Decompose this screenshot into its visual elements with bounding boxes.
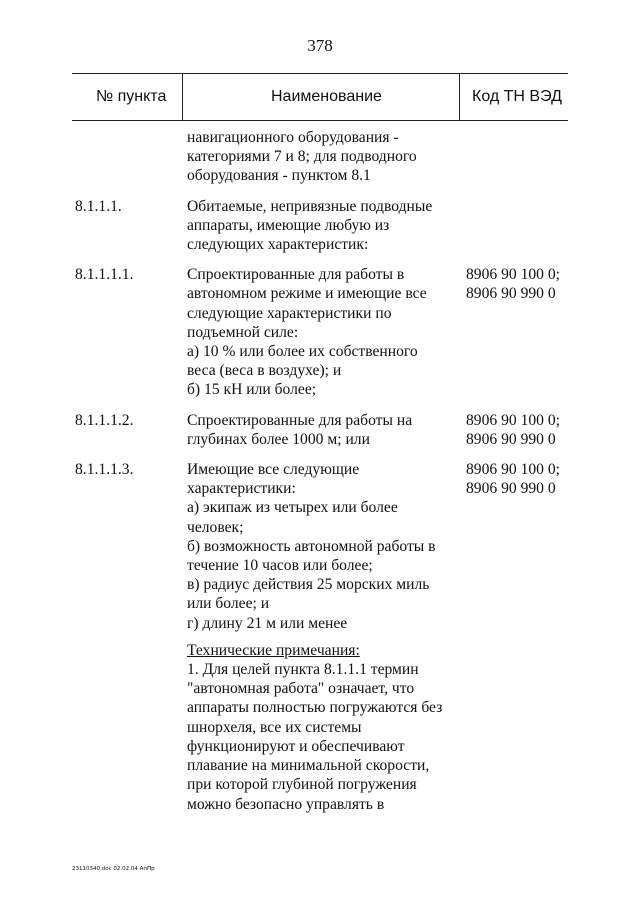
header-col-code: Код ТН ВЭД xyxy=(472,88,562,105)
header-divider-2 xyxy=(459,73,460,121)
table-row xyxy=(0,128,640,186)
row-number: 8.1.1.1.2. xyxy=(75,411,134,429)
notes-body xyxy=(187,641,459,814)
row-code xyxy=(466,265,576,303)
code-line: 8906 90 100 0; xyxy=(466,411,560,429)
header-bottom-rule xyxy=(72,120,568,121)
note-line: 1. Для целей пункта 8.1.1.1 термин xyxy=(187,661,419,679)
row-code xyxy=(466,460,576,498)
name-line: глубинах более 1000 м; или xyxy=(187,430,370,448)
table-body xyxy=(0,128,640,825)
name-line: б) 15 кН или более; xyxy=(187,381,317,399)
name-line: человек; xyxy=(187,518,244,536)
notes-title: Технические примечания: xyxy=(187,641,360,659)
code-line: 8906 90 100 0; xyxy=(466,266,560,284)
page-number: 378 xyxy=(307,36,333,55)
name-line: следующих характеристик: xyxy=(187,236,369,254)
name-line: Спроектированные для работы на xyxy=(187,411,413,429)
row-name xyxy=(187,460,459,633)
row-number: 8.1.1.1. xyxy=(75,197,122,215)
row-number: 8.1.1.1.3. xyxy=(75,461,134,479)
note-line: можно безопасно управлять в xyxy=(187,795,385,813)
name-line: навигационного оборудования - xyxy=(187,129,399,146)
name-line: подъемной силе: xyxy=(187,323,299,341)
table-row xyxy=(0,411,640,449)
note-line: функционируют и обеспечивают xyxy=(187,737,405,755)
technical-notes xyxy=(0,641,640,814)
name-line: следующие характеристики по xyxy=(187,304,392,322)
document-footer: 23110340.doc 02.02.04 АпПр xyxy=(72,866,155,872)
name-line: а) экипаж из четырех или более xyxy=(187,499,398,517)
name-line: или более; и xyxy=(187,595,270,613)
note-line: при которой глубиной погружения xyxy=(187,776,417,794)
name-line: а) 10 % или более их собственного xyxy=(187,343,418,361)
code-line: 8906 90 990 0 xyxy=(466,430,556,448)
table-row xyxy=(0,460,640,633)
name-line: аппараты, имеющие любую из xyxy=(187,216,390,234)
row-name xyxy=(187,265,459,399)
note-line: шнорхеля, все их системы xyxy=(187,718,362,736)
name-line: течение 10 часов или более; xyxy=(187,557,373,575)
header-col-name: Наименование xyxy=(271,88,382,105)
name-line: Имеющие все следующие xyxy=(187,461,360,479)
header-divider-1 xyxy=(182,73,183,121)
name-line: Спроектированные для работы в xyxy=(187,266,405,284)
code-line: 8906 90 990 0 xyxy=(466,285,556,303)
row-code xyxy=(466,411,576,449)
code-line: 8906 90 100 0; xyxy=(466,461,560,479)
header-col-num: № пункта xyxy=(96,88,167,105)
header-top-rule xyxy=(72,73,568,74)
code-line: 8906 90 990 0 xyxy=(466,480,556,498)
name-line: характеристики: xyxy=(187,480,296,498)
name-line: оборудования - пунктом 8.1 xyxy=(187,167,371,185)
row-number: 8.1.1.1.1. xyxy=(75,266,134,284)
name-line: Обитаемые, непривязные подводные xyxy=(187,197,433,215)
name-line: г) длину 21 м или менее xyxy=(187,614,348,632)
note-line: плавание на минимальной скорости, xyxy=(187,757,430,775)
name-line: веса (веса в воздухе); и xyxy=(187,362,342,380)
row-name xyxy=(187,128,459,186)
note-line: "автономная работа" означает, что xyxy=(187,680,415,698)
name-line: категориями 7 и 8; для подводного xyxy=(187,148,417,166)
row-name xyxy=(187,197,459,255)
name-line: б) возможность автономной работы в xyxy=(187,537,436,555)
table-row xyxy=(0,265,640,399)
table-row xyxy=(0,197,640,255)
name-line: в) радиус действия 25 морских миль xyxy=(187,576,430,594)
row-name xyxy=(187,411,459,449)
note-line: аппараты полностью погружаются без xyxy=(187,699,443,717)
name-line: автономном режиме и имеющие все xyxy=(187,285,427,303)
